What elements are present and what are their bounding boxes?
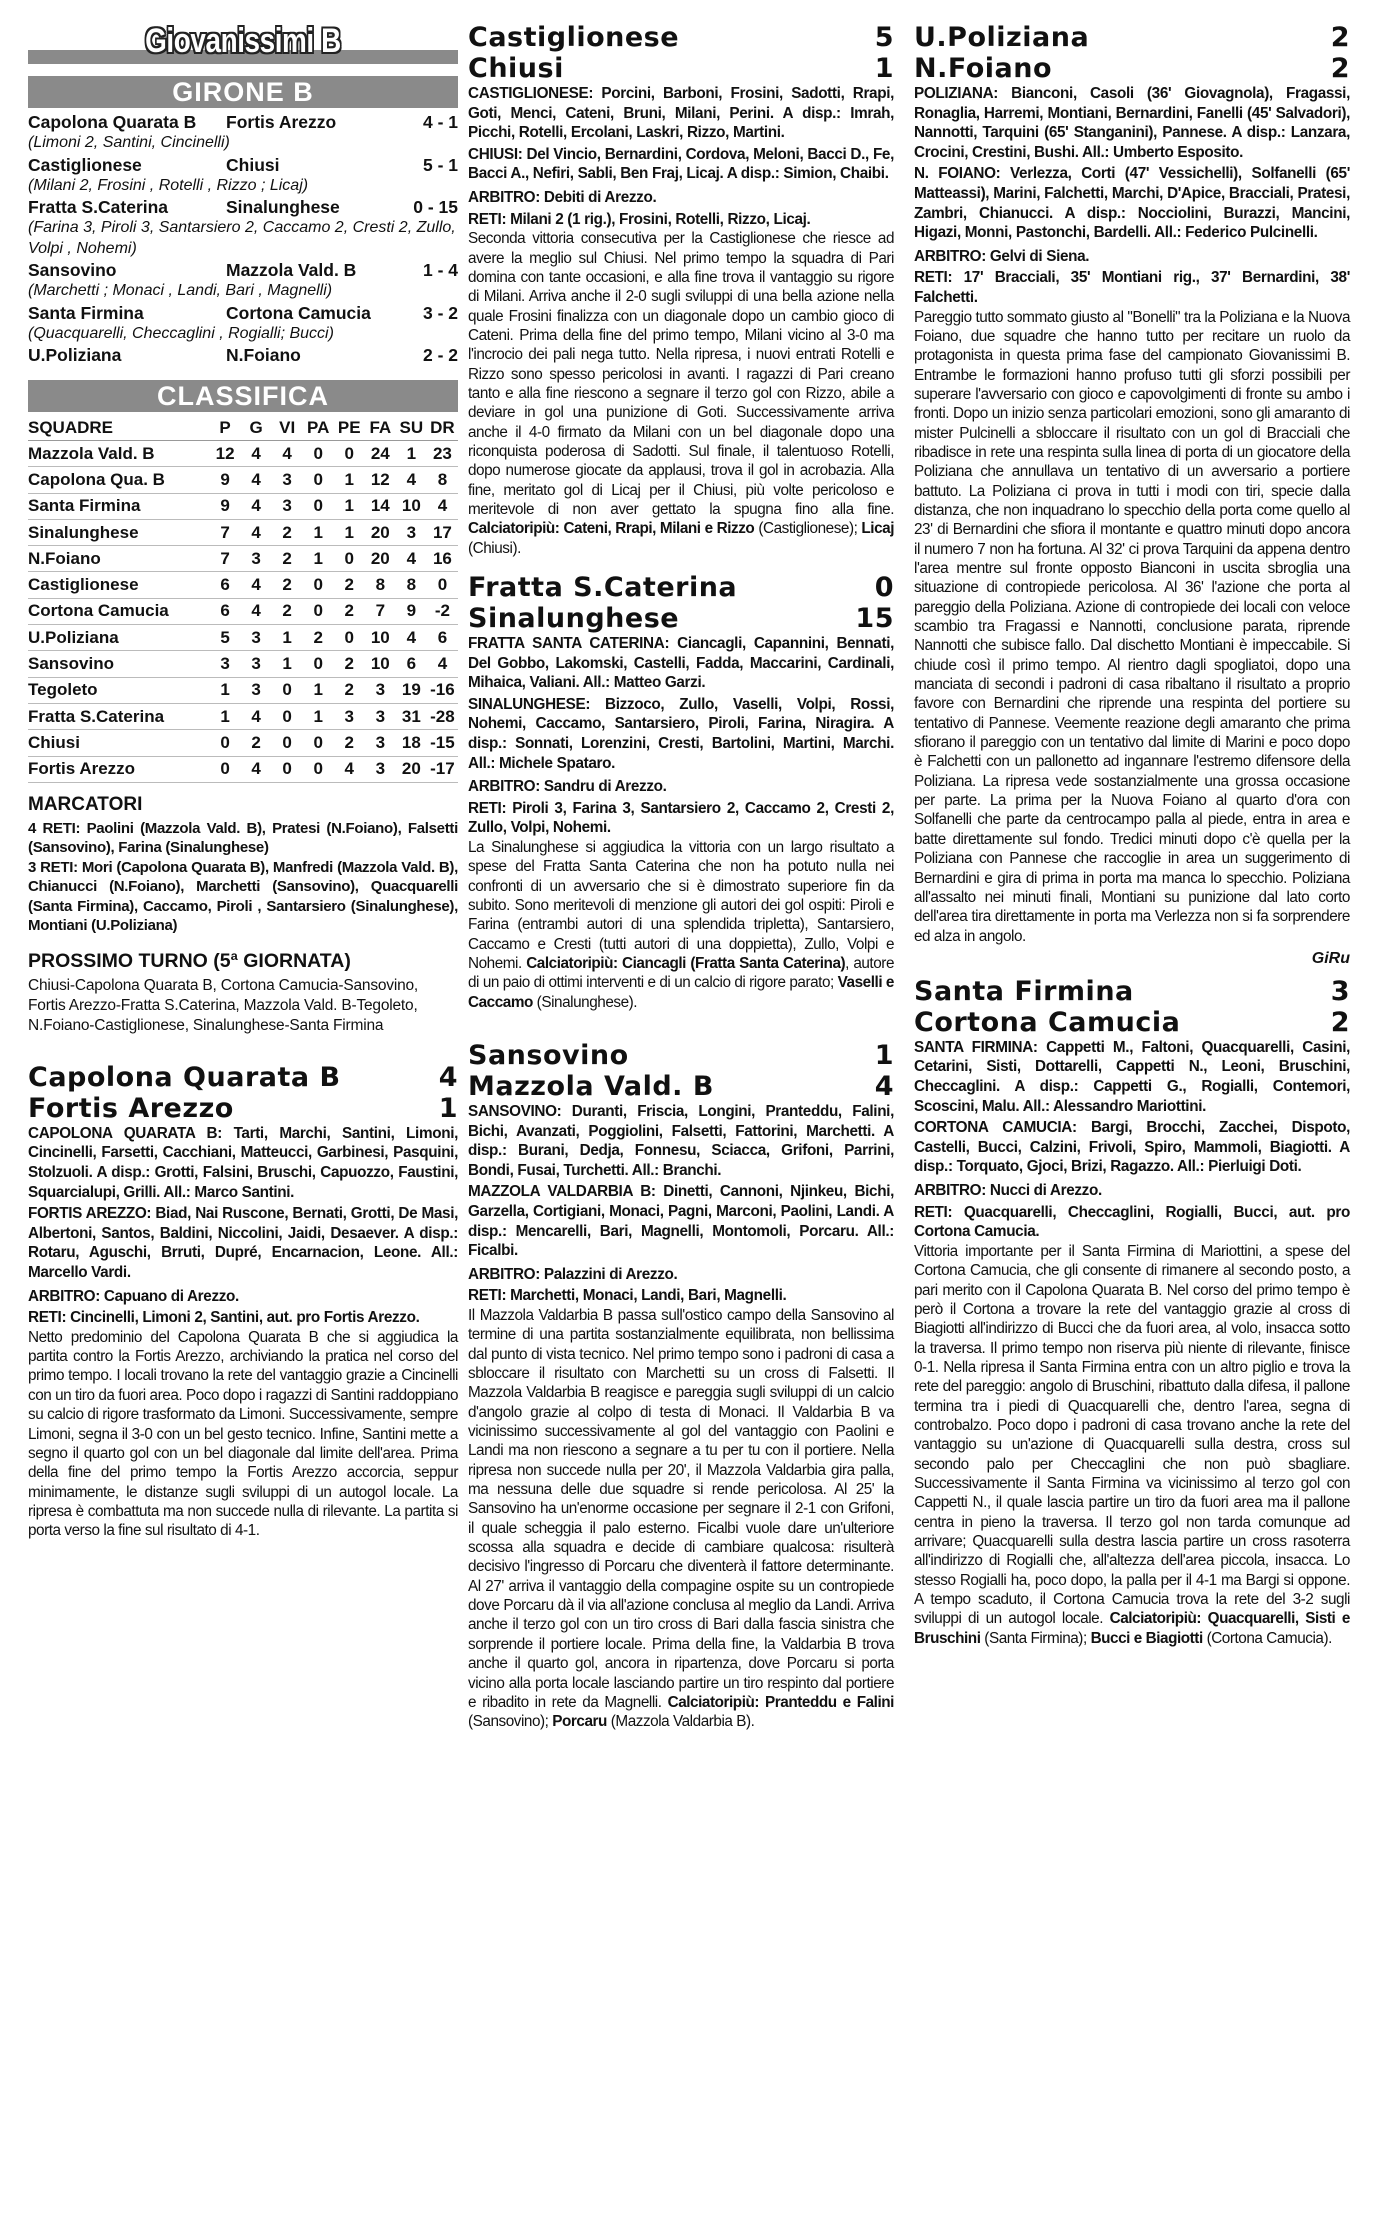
marcatori-line	[28, 858, 458, 936]
best-players: Calciatoripiù: Quacquarelli, Sisti e Bruschini	[914, 1610, 1350, 1647]
result-away-team: Chiusi	[226, 154, 280, 175]
standings-value: 3	[210, 651, 241, 677]
marcatori-line	[28, 819, 458, 858]
standings-row	[28, 730, 458, 756]
match-home-line	[28, 1062, 458, 1093]
result-home-team: Capolona Quarata B	[28, 112, 197, 132]
result-scorers: (Marchetti ; Monaci , Landi, Bari , Magnelli)	[28, 282, 333, 299]
author-signature: GiRu	[1311, 949, 1350, 967]
standings-table	[28, 416, 458, 783]
match-santafirmina	[914, 976, 1350, 1648]
standings-value: 6	[396, 651, 427, 677]
standings-value: 1	[334, 519, 365, 545]
standings-value: 4	[241, 703, 272, 729]
standings-header-cell: VI	[272, 416, 303, 441]
match-report	[468, 229, 894, 558]
match-away-line	[468, 1071, 894, 1102]
standings-value: 1	[303, 519, 334, 545]
standings-value: 5	[210, 625, 241, 651]
match-home-line	[468, 1040, 894, 1071]
marcatori-names: Mori (Capolona Quarata B), Manfredi (Mazzola Vald. B), Chianucci (N.Foiano), Marchetti (Sansovino), Quacquarelli (Santa Firmina), Caccamo, Piroli , Santarsiero (Sinalunghese), Montiani (U.Poliziana)	[28, 858, 458, 935]
standings-team: Sinalunghese	[28, 519, 210, 545]
standings-team: Capolona Qua. B	[28, 467, 210, 493]
best-players: Calciatoripiù: Pranteddu e Falini	[667, 1693, 894, 1711]
match-referee: ARBITRO: Nucci di Arezzo.	[914, 1182, 1102, 1200]
standings-row	[28, 441, 458, 467]
standings-value: 0	[303, 756, 334, 782]
prossimo-turno-title: PROSSIMO TURNO (5ª GIORNATA)	[28, 949, 351, 972]
match-home-score: 5	[874, 22, 894, 53]
match-away-score: 1	[438, 1092, 458, 1124]
best-players-team: (Santa Firmina);	[980, 1629, 1091, 1647]
result-home-team: Santa Firmina	[28, 302, 144, 323]
match-away-team: N.Foiano	[914, 53, 1052, 84]
standings-header-cell: PE	[334, 416, 365, 441]
standings-value: 0	[334, 441, 365, 467]
standings-value: 17	[427, 519, 458, 545]
standings-value: 2	[241, 730, 272, 756]
match-away-team: Chiusi	[468, 53, 564, 84]
best-players: Calciatoripiù: Cateni, Rrapi, Milani e Rizzo	[468, 520, 755, 538]
standings-value: 0	[303, 493, 334, 519]
standings-value: 3	[241, 546, 272, 572]
match-away-line	[914, 53, 1350, 84]
standings-value: 16	[427, 546, 458, 572]
match-report-text: Netto predominio del Capolona Quarata B che si aggiudica la partita contro la Fortis Arezzo, archiviando la pratica nel corso del primo tempo. I locali trovano la rete del vantaggio grazie a Cincinelli con un tiro da fuori area. Poco dopo i ragazzi di Santini raddoppiano su calcio di rigore trasformato da Limoni. Successivamente, sempre Limoni, segna il 3-0 con un bel gesto tecnico. Infine, Santini mette a segno il quarto gol con un bel diagonale dal limite dell'area. Prima della fine del primo tempo la Fortis Arezzo accorcia, seppur minimamente, le distanze sugli sviluppi di un autogol locale. La ripresa è combattuta ma non succede nulla di rilevante. La partita si porta verso la fine sul risultato di 4-1.	[28, 1328, 458, 1540]
match-poliziana	[914, 22, 1350, 968]
lineup-away: SINALUNGHESE: Bizzoco, Zullo, Vaselli, Volpi, Rossi, Nohemi, Caccamo, Santarsiero, Piroli, Farina, Niragira. A disp.: Sonnati, Lorenzini, Cresti, Bartolini, Martini, Marchi. All.: Michele Spataro.	[468, 695, 894, 772]
standings-row	[28, 572, 458, 598]
match-home-line	[468, 22, 894, 53]
standings-value: 3	[272, 493, 303, 519]
match-goals: RETI: Piroli 3, Farina 3, Santarsiero 2, Caccamo 2, Cresti 2, Zullo, Volpi, Nohemi.	[468, 799, 894, 837]
match-home-line	[914, 976, 1350, 1007]
standings-value: 0	[272, 703, 303, 729]
standings-value: 23	[427, 441, 458, 467]
match-sansovino	[468, 1040, 894, 1732]
standings-value: 12	[210, 441, 241, 467]
standings-value: 4	[427, 493, 458, 519]
match-home-score: 2	[1330, 22, 1350, 53]
result-score: 0 - 15	[413, 197, 458, 217]
lineup-away: N. FOIANO: Verlezza, Corti (47' Vessichelli), Solfanelli (65' Matteassi), Marini, Falchetti, Marchi, D'Apice, Bracciali, Pratesi, Zambri, Chianucci. A disp.: Nocciolini, Burazzi, Mancini, Higazi, Monni, Pastonchi, Bardelli. All.: Federico Pulcinelli.	[914, 165, 1350, 242]
lineup-home: CAPOLONA QUARATA B: Tarti, Marchi, Santini, Limoni, Cincinelli, Farsetti, Cacchiani, Matteucci, Garbinesi, Pasquini, Stolzuoli. A disp.: Grotti, Falsini, Bruschi, Capuozzo, Faustini, Squarcialupi, Grilli. All.: Marco Santini.	[28, 1124, 458, 1201]
standings-value: 1	[334, 493, 365, 519]
match-goals: RETI: Cincinelli, Limoni 2, Santini, aut. pro Fortis Arezzo.	[28, 1309, 420, 1327]
best-players-away-team: (Sinalunghese).	[532, 993, 638, 1011]
match-referee: ARBITRO: Palazzini di Arezzo.	[468, 1265, 678, 1283]
standings-value: 19	[396, 677, 427, 703]
match-home-team: Castiglionese	[468, 22, 680, 53]
standings-value: -15	[427, 730, 458, 756]
standings-value: 9	[210, 467, 241, 493]
match-fratta	[468, 572, 894, 1012]
standings-value: 0	[334, 546, 365, 572]
result-away-team: Sinalunghese	[226, 197, 340, 217]
match-capolona	[28, 1062, 458, 1541]
match-home-team: Fratta S.Caterina	[468, 572, 738, 603]
best-players-team: , autore di un paio di ottimi interventi e di un calcio di rigore parato;	[468, 955, 894, 992]
standings-team: Fortis Arezzo	[28, 756, 210, 782]
match-home-score: 1	[874, 1040, 894, 1072]
result-row	[28, 303, 458, 324]
standings-value: 4	[272, 441, 303, 467]
standings-value: 2	[272, 598, 303, 624]
result-score: 3 - 2	[422, 302, 458, 323]
standings-header-cell: SQUADRE	[28, 416, 210, 441]
match-home-team: U.Poliziana	[914, 22, 1090, 53]
prossimo-turno-text: Chiusi-Capolona Quarata B, Cortona Camucia-Sansovino, Fortis Arezzo-Fratta S.Caterina, Mazzola Vald. B-Tegoleto, N.Foiano-Castiglionese, Sinalunghese-Santa Firmina	[28, 976, 419, 1034]
standings-team: Santa Firmina	[28, 493, 210, 519]
standings-row	[28, 677, 458, 703]
girone-title: GIRONE B	[28, 76, 458, 108]
marcatori-names: Paolini (Mazzola Vald. B), Pratesi (N.Foiano), Falsetti (Sansovino), Farina (Sinalunghese)	[28, 819, 458, 857]
standings-value: 1	[303, 703, 334, 729]
standings-value: 0	[427, 572, 458, 598]
best-players-away-team: (Chiusi).	[468, 539, 521, 557]
standings-header-cell: SU	[396, 416, 427, 441]
match-away-line	[914, 1007, 1350, 1038]
match-away-team: Mazzola Vald. B	[468, 1071, 714, 1103]
lineup-home: POLIZIANA: Bianconi, Casoli (36' Giovagnola), Fragassi, Ronaglia, Harremi, Montiani, Bernardini, Fanelli (45' Salvadori), Nannotti, Tarquini (65' Stanganini), Pannese. A disp.: Lanzara, Crocini, Crestini, Bushi. All.: Umberto Esposito.	[914, 85, 1350, 161]
match-away-team: Cortona Camucia	[914, 1006, 1181, 1038]
standings-value: -28	[427, 703, 458, 729]
standings-value: 3	[272, 467, 303, 493]
standings-team: Tegoleto	[28, 677, 210, 703]
best-players-away: Bucci e Biagiotti	[1090, 1629, 1203, 1647]
standings-value: 4	[241, 756, 272, 782]
standings-value: 10	[365, 651, 396, 677]
match-away-score: 2	[1330, 1006, 1350, 1038]
standings-value: 4	[241, 572, 272, 598]
column-3	[914, 22, 1350, 1648]
best-players-team: (Castiglionese);	[754, 520, 862, 538]
standings-value: 3	[241, 625, 272, 651]
standings-value: 3	[241, 677, 272, 703]
standings-team: Sansovino	[28, 651, 210, 677]
standings-row	[28, 519, 458, 545]
standings-team: Chiusi	[28, 730, 210, 756]
standings-value: 0	[272, 730, 303, 756]
match-away-team: Sinalunghese	[468, 603, 680, 634]
standings-value: 8	[365, 572, 396, 598]
standings-team: Castiglionese	[28, 572, 210, 598]
standings-value: 1	[272, 625, 303, 651]
standings-value: 1	[334, 467, 365, 493]
match-referee: ARBITRO: Debiti di Arezzo.	[468, 188, 657, 206]
result-scorers: (Farina 3, Piroli 3, Santarsiero 2, Caccamo 2, Cresti 2, Zullo, Volpi , Nohemi)	[28, 219, 456, 257]
standings-header-row	[28, 416, 458, 441]
lineup-away: FORTIS AREZZO: Biad, Nai Ruscone, Bernati, Grotti, De Masi, Albertoni, Santos, Baldini, Niccolini, Jaidi, Desaever. A disp.: Rotaru, Aguschi, Brruti, Dupré, Encarnacion, Leone. All.: Marcello Vardi.	[28, 1205, 458, 1282]
best-players-away: Vaselli e Caccamo	[468, 974, 894, 1011]
match-report	[28, 1328, 458, 1541]
standings-value: 1	[272, 651, 303, 677]
result-away-team: Fortis Arezzo	[226, 112, 337, 132]
standings-row	[28, 546, 458, 572]
standings-value: 9	[396, 598, 427, 624]
standings-value: 2	[272, 546, 303, 572]
match-goals: RETI: Marchetti, Monaci, Landi, Bari, Magnelli.	[468, 1287, 787, 1305]
standings-value: 6	[210, 598, 241, 624]
match-report-text: Vittoria importante per il Santa Firmina di Mariottini, a spese del Cortona Camucia, che gli consente di rimanere al secondo posto, a pari merito con il Capolona Quarata B. Nel corso del primo tempo è però il Cortona a trovare la rete del vantaggio grazie al cross di Biagiotti all'indirizzo di Bucci che da fuori area, al volo, insacca sotto la traversa. Il primo tempo non riserva più niente di rilevante, finisce 0-1. Nella ripresa il Santa Firmina entra con un altro piglio e trova la rete del pareggio: angolo di Bruschini, ribattuto dalla difesa, il pallone termina tra i piedi di Quacquarelli che, dentro l'area, segna di controbalzo. Poco dopo i padroni di casa trovano anche la rete del vantaggio su un'azione di Quacquarelli sulla destra, cross sul secondo palo per Checcaglini che non può sbagliare. Successivamente il Santa Firmina va vicinissimo al terzo gol con Cappetti N., il quale lascia partire un tiro da fuori area ma il pallone centra in pieno la traversa. Il terzo gol non tarda comunque ad arrivare; Quacquarelli sulla destra lascia partire un cross rasoterra all'indirizzo di Rogialli che, all'altezza dell'area piccola, insacca. Lo stesso Rogialli ha, poco dopo, la palla per il 4-1 ma Bargi si oppone. A tempo scaduto, il Cortona Camucia trova la rete del 3-2 sugli sviluppi di un autogol locale.	[914, 1242, 1350, 1628]
match-away-team: Fortis Arezzo	[28, 1092, 234, 1124]
standings-value: 0	[210, 756, 241, 782]
lineup-home: SANTA FIRMINA: Cappetti M., Faltoni, Quacquarelli, Casini, Cetarini, Sisti, Dottarelli, Cappetti N., Leoni, Bruschini, Checcaglini. A disp.: Cappetti G., Rogialli, Contemori, Scoscini, Malu. All.: Alessandro Mariottini.	[914, 1038, 1350, 1115]
standings-team: Fratta S.Caterina	[28, 703, 210, 729]
match-home-line	[468, 572, 894, 603]
match-report	[914, 308, 1350, 946]
standings-value: 2	[334, 677, 365, 703]
match-home-team: Sansovino	[468, 1040, 629, 1072]
standings-row	[28, 703, 458, 729]
lineup-away: CHIUSI: Del Vincio, Bernardini, Cordova, Meloni, Bacci D., Fe, Bacci A., Nefiri, Sabli, Ben Fraj, Licaj. A disp.: Simion, Chaibi.	[468, 145, 894, 183]
standings-value: 7	[365, 598, 396, 624]
standings-value: -2	[427, 598, 458, 624]
standings-value: 14	[365, 493, 396, 519]
standings-value: 3	[396, 519, 427, 545]
section-title: Giovanissimi B	[145, 22, 341, 60]
column-2	[468, 22, 894, 1732]
result-home-team: Sansovino	[28, 260, 117, 280]
result-row	[28, 155, 458, 176]
marcatori-label: 4 RETI:	[28, 819, 87, 837]
standings-value: 0	[303, 598, 334, 624]
standings-value: 10	[396, 493, 427, 519]
match-report-text: Seconda vittoria consecutiva per la Castiglionese che riesce ad avere la meglio sul Chiusi. Nel primo tempo la squadra di Pari domina con tante occasioni, e alla fine trova il vantaggio su rigore di Milani. Arriva anche il 2-0 sugli sviluppi di una bella azione nella quale Frosini finalizza con un diagonale dopo un cambio gioco di Cateni. Prima della fine del primo tempo, Milani vicino al 3-0 ma l'incrocio dei pali nega tutto. Nella ripresa, i nuovi entrati Rotelli e Rizzo sono spesso pericolosi in avanti. I ragazzi di Pari creano tanto e alla fine riescono a segnare il terzo gol con Rizzo, abile a deviare in gol una punizione di Goti. Successivamente arriva anche il 4-0 firmato da Milani con un bel diagonale dopo una riconquista poderosa di Sadotti. Sul finale, il talentuoso Rotelli, dopo numerose giocate da applausi, trova il gol in acrobazia. Alla fine, meritato gol di Licaj per il Chiusi, più volte pericoloso e meritevole di non aver gettato la spugna fino alla fine.	[468, 230, 894, 518]
standings-value: 2	[303, 625, 334, 651]
standings-team: N.Foiano	[28, 546, 210, 572]
result-score: 2 - 2	[422, 345, 458, 365]
result-scorers: (Quacquarelli, Checcaglini , Rogialli; Bucci)	[28, 324, 334, 342]
standings-value: 0	[303, 730, 334, 756]
standings-value: 6	[210, 572, 241, 598]
match-away-score: 1	[874, 53, 894, 84]
standings-value: 6	[427, 625, 458, 651]
standings-value: 3	[365, 756, 396, 782]
match-goals: RETI: Quacquarelli, Checcaglini, Rogialli, Bucci, aut. pro Cortona Camucia.	[914, 1203, 1350, 1241]
match-home-team: Santa Firmina	[914, 975, 1134, 1007]
result-away-team: Cortona Camucia	[226, 302, 371, 323]
lineup-home: SANSOVINO: Duranti, Friscia, Longini, Pranteddu, Falini, Bichi, Avanzati, Poggiolini, Falsetti, Fattorini, Marchetti. A disp.: Burani, Dedja, Fonnesu, Sciacca, Grifoni, Parrini, Bondi, Fusai, Turchetti. All.: Branchi.	[468, 1103, 894, 1179]
match-referee: ARBITRO: Capuano di Arezzo.	[28, 1287, 239, 1305]
result-home-team: Fratta S.Caterina	[28, 197, 169, 217]
standings-row	[28, 493, 458, 519]
standings-value: 0	[303, 651, 334, 677]
result-away-team: Mazzola Vald. B	[226, 260, 357, 280]
result-row	[28, 112, 458, 133]
standings-value: 1	[210, 703, 241, 729]
standings-value: 4	[427, 651, 458, 677]
standings-value: 4	[396, 546, 427, 572]
standings-value: 20	[365, 519, 396, 545]
standings-value: 4	[396, 625, 427, 651]
standings-value: -16	[427, 677, 458, 703]
result-scorers: (Limoni 2, Santini, Cincinelli)	[28, 134, 230, 151]
results-list	[28, 112, 458, 366]
standings-row	[28, 598, 458, 624]
match-away-line	[468, 53, 894, 84]
match-away-score: 15	[855, 603, 894, 634]
standings-value: 1	[396, 441, 427, 467]
standings-team: Cortona Camucia	[28, 598, 210, 624]
standings-value: 8	[396, 572, 427, 598]
standings-value: 20	[365, 546, 396, 572]
standings-header-cell: PA	[303, 416, 334, 441]
standings-header-cell: FA	[365, 416, 396, 441]
standings-value: 9	[210, 493, 241, 519]
best-players-away-team: (Mazzola Valdarbia B).	[606, 1713, 755, 1731]
standings-value: 4	[241, 467, 272, 493]
standings-value: 24	[365, 441, 396, 467]
standings-row	[28, 651, 458, 677]
lineup-home: FRATTA SANTA CATERINA: Ciancagli, Capannini, Bennati, Del Gobbo, Lakomski, Castelli, Fadda, Maccarini, Cardinali, Mihaica, Valiani. All.: Matteo Garzi.	[468, 635, 894, 692]
standings-value: 2	[334, 651, 365, 677]
match-castiglionese	[468, 22, 894, 558]
standings-row	[28, 756, 458, 782]
standings-value: 0	[210, 730, 241, 756]
standings-value: 2	[334, 730, 365, 756]
match-away-line	[28, 1093, 458, 1124]
standings-value: 0	[272, 677, 303, 703]
best-players: Calciatoripiù: Ciancagli (Fratta Santa Caterina)	[526, 955, 846, 972]
match-home-line	[914, 22, 1350, 53]
standings-value: 1	[303, 677, 334, 703]
marcatori-label: 3 RETI:	[28, 858, 82, 876]
result-row	[28, 197, 458, 218]
standings-value: 2	[272, 572, 303, 598]
standings-value: 3	[241, 651, 272, 677]
standings-value: 4	[241, 598, 272, 624]
standings-value: 20	[396, 756, 427, 782]
standings-value: 10	[365, 625, 396, 651]
result-row	[28, 260, 458, 281]
standings-value: 0	[303, 467, 334, 493]
result-row	[28, 345, 458, 366]
match-away-score: 4	[874, 1071, 894, 1103]
match-home-score: 3	[1330, 975, 1350, 1007]
best-players-away-team: (Cortona Camucia).	[1202, 1629, 1332, 1647]
best-players-away: Licaj	[861, 520, 895, 538]
result-score: 4 - 1	[422, 112, 458, 132]
lineup-away: CORTONA CAMUCIA: Bargi, Brocchi, Zacchei, Dispoto, Castelli, Bucci, Calzini, Frivoli, Spiro, Mammoli, Biagiotti. A disp.: Torquato, Gjoci, Brizi, Ragazzo. All.: Pierluigi Doti.	[914, 1119, 1350, 1176]
standings-value: 4	[241, 441, 272, 467]
match-home-score: 4	[438, 1061, 458, 1093]
standings-row	[28, 467, 458, 493]
standings-value: 3	[365, 677, 396, 703]
standings-value: 0	[334, 625, 365, 651]
standings-value: 0	[272, 756, 303, 782]
result-score: 1 - 4	[422, 260, 458, 280]
standings-value: 2	[334, 598, 365, 624]
match-referee: ARBITRO: Sandru di Arezzo.	[468, 778, 667, 796]
classifica-title: CLASSIFICA	[28, 380, 458, 412]
standings-value: 4	[241, 493, 272, 519]
best-players-away: Porcaru	[552, 1713, 607, 1731]
standings-value: 4	[334, 756, 365, 782]
match-goals: RETI: 17' Bracciali, 35' Montiani rig., 37' Bernardini, 38' Falchetti.	[914, 269, 1350, 306]
standings-value: 1	[303, 546, 334, 572]
result-score: 5 - 1	[422, 154, 458, 175]
result-home-team: Castiglionese	[28, 154, 142, 175]
marcatori-title: MARCATORI	[28, 793, 143, 815]
best-players-team: (Sansovino);	[468, 1713, 553, 1731]
match-away-line	[468, 603, 894, 634]
standings-value: 0	[303, 572, 334, 598]
standings-value: 4	[241, 519, 272, 545]
match-report-text: Pareggio tutto sommato giusto al "Bonelli" tra la Poliziana e la Nuova Foiano, due squadre che hanno tutto per recitare un ruolo da protagonista in questa prima fase del campionato Giovanissimi B. Entrambe le formazioni hanno profuso tutti gli sforzi possibili per superare l'avversario con gioco e capovolgimenti di fronte su ambo i fronti. Dopo un inizio senza particolari emozioni, sono gli amaranto di mister Pulcinelli a sbloccare il risultato con un gol di Bracciali che ribadisce in rete una respinta sulla linea di porta di un giocatore della Poliziana che annullava un tentativo di un avversario a portiere battuto. La Poliziana ci prova in tutti i modi con tiri, specie dalla distanza, che non inquadrano lo specchio della porta come quello al 23' di Bernardini che sfiora il montante e quattro minuti dopo ancora il numero 7 non ha fortuna. Al 32' ci prova Tarquini da appena dentro l'area mentre sul fronte opposto Bianconi in uscita sbroglia una situazione di contropiede pericolosa. Al 36' l'azione che porta al pareggio della Poliziana. Azione di contropiede dei locali con veloce scambio tra Fragassi e Nannotti, conclusione parata, riprende Nannotti che subisce fallo. Dal dischetto Montiani è impeccabile. Si chiude così il primo tempo. Al rientro dagli spogliatoi, dopo una manciata di secondi i padroni di casa ribaltano il risultato a proprio favore con Bernardini che riprende una respinta del portiere su tentativo di Pannese. Veemente reazione degli amaranto che prima sfiorano il pareggio con un tentativo dal limite di Marini e poco dopo è Falchetti con un pallonetto ad ingannare l'estremo difensore della Poliziana. La ripresa vede sostanzialmente una grossa occasione per parte. La prima per la Nuova Foiano al quarto d'ora con Solfanelli che parte da centrocampo palla al piede, entra in area e batte direttamente sul fondo. Tredici minuti dopo c'è quella per la Poliziana con Pannese che raccoglie in area un suggerimento di Bernardini e gira di prima in porta ma manca lo specchio. Poliziana all'assalto nei minuti finali, Montiani su punizione dal lato corto dell'area tira direttamente in porta ma Verlezza non si fa sorprendere ed alza in angolo.	[914, 308, 1350, 945]
result-away-team: N.Foiano	[226, 345, 301, 365]
match-away-score: 2	[1330, 53, 1350, 84]
match-report-text: Il Mazzola Valdarbia B passa sull'ostico campo della Sansovino al termine di una partita sostanzialmente equilibrata, non bellissima dal punto di vista tecnico. Nel primo tempo sono i padroni di casa a sbloccare il risultato con Marchetti su un cross di Falsetti. Il Mazzola Valdarbia B reagisce e pareggia sugli sviluppi di un calcio d'angolo grazie al colpo di testa di Monaci. Il Valdarbia B va vicinissimo successivamente al gol del vantaggio con Paolini e Landi ma non riescono a segnare a tu per tu con il portiere. Nella ripresa non succede nulla per 20', il Mazzola Valdarbia gira palla, ma nessuna delle due squadre si rende pericolosa. Al 25' la Sansovino ha un'enorme occasione per segnare il 2-1 con Grifoni, il quale scheggia il palo esterno. Ficalbi vuole dare un'ulteriore scossa alla squadra e decide di cambiare qualcosa: risulterà decisivo l'ingresso di Porcaru che diventerà il fattore determinante. Al 27' arriva il vantaggio della compagine ospite su un contropiede dove Porcaru dà il via all'azione conclusa al meglio da Landi. Arriva anche il terzo gol con un tiro cross di Bari dalla fascia sinistra che sorprende il portiere locale. Prima della fine, la Valdarbia B trova anche il quarto gol, ancora in ripartenza, dove Porcaru si porta vicino alla porta locale lasciando partire un tiro respinto dal portiere e ribadito in rete da Magnelli.	[468, 1306, 894, 1711]
standings-value: 31	[396, 703, 427, 729]
marcatori-list	[28, 819, 458, 936]
lineup-away: MAZZOLA VALDARBIA B: Dinetti, Cannoni, Njinkeu, Bichi, Garzella, Cortigiani, Monaci, Pagni, Marconi, Paolini, Landi. A disp.: Mencarelli, Bari, Magnelli, Montomoli, Porcaru. All.: Ficalbi.	[468, 1183, 894, 1260]
standings-value: 7	[210, 519, 241, 545]
standings-value: 3	[365, 703, 396, 729]
standings-body	[28, 441, 458, 783]
standings-value: 8	[427, 467, 458, 493]
standings-value: 7	[210, 546, 241, 572]
standings-value: -17	[427, 756, 458, 782]
match-report	[914, 1242, 1350, 1648]
standings-team: U.Poliziana	[28, 625, 210, 651]
section-header	[28, 22, 458, 66]
match-report	[468, 1306, 894, 1732]
standings-row	[28, 625, 458, 651]
standings-team: Mazzola Vald. B	[28, 441, 210, 467]
match-report-text: La Sinalunghese si aggiudica la vittoria con un largo risultato a spese del Fratta Santa Caterina che non ha potuto nulla nei confronti di un avversario che si è dimostrato superiore fin da subito. Sono meritevoli di menzione gli autori dei gol ospiti: Piroli e Farina (entrambi autori di una splendida tripletta), Santarsiero, Caccamo e Cresti (tutti autori di una doppietta), Zullo, Volpi e Nohemi.	[468, 838, 894, 972]
column-1	[28, 22, 458, 1541]
standings-header-cell: DR	[427, 416, 458, 441]
match-home-score: 0	[874, 572, 894, 603]
match-home-team: Capolona Quarata B	[28, 1061, 341, 1093]
standings-header-cell: G	[241, 416, 272, 441]
standings-value: 4	[396, 467, 427, 493]
match-report	[468, 838, 894, 1012]
standings-value: 2	[272, 519, 303, 545]
standings-value: 3	[365, 730, 396, 756]
standings-value: 1	[210, 677, 241, 703]
standings-value: 3	[334, 703, 365, 729]
result-home-team: U.Poliziana	[28, 345, 122, 365]
result-scorers: (Milani 2, Frosini , Rotelli , Rizzo ; Licaj)	[28, 176, 309, 194]
standings-value: 2	[334, 572, 365, 598]
lineup-home: CASTIGLIONESE: Porcini, Barboni, Frosini, Sadotti, Rrapi, Goti, Menci, Cateni, Bruni, Milani, Perini. A disp.: Imrah, Picchi, Rotelli, Ercolani, Laskri, Rizzo, Martini.	[468, 85, 894, 142]
match-goals: RETI: Milani 2 (1 rig.), Frosini, Rotelli, Rizzo, Licaj.	[468, 210, 811, 228]
standings-value: 12	[365, 467, 396, 493]
match-referee: ARBITRO: Gelvi di Siena.	[914, 247, 1090, 265]
standings-header-cell: P	[210, 416, 241, 441]
standings-value: 0	[303, 441, 334, 467]
standings-value: 18	[396, 730, 427, 756]
